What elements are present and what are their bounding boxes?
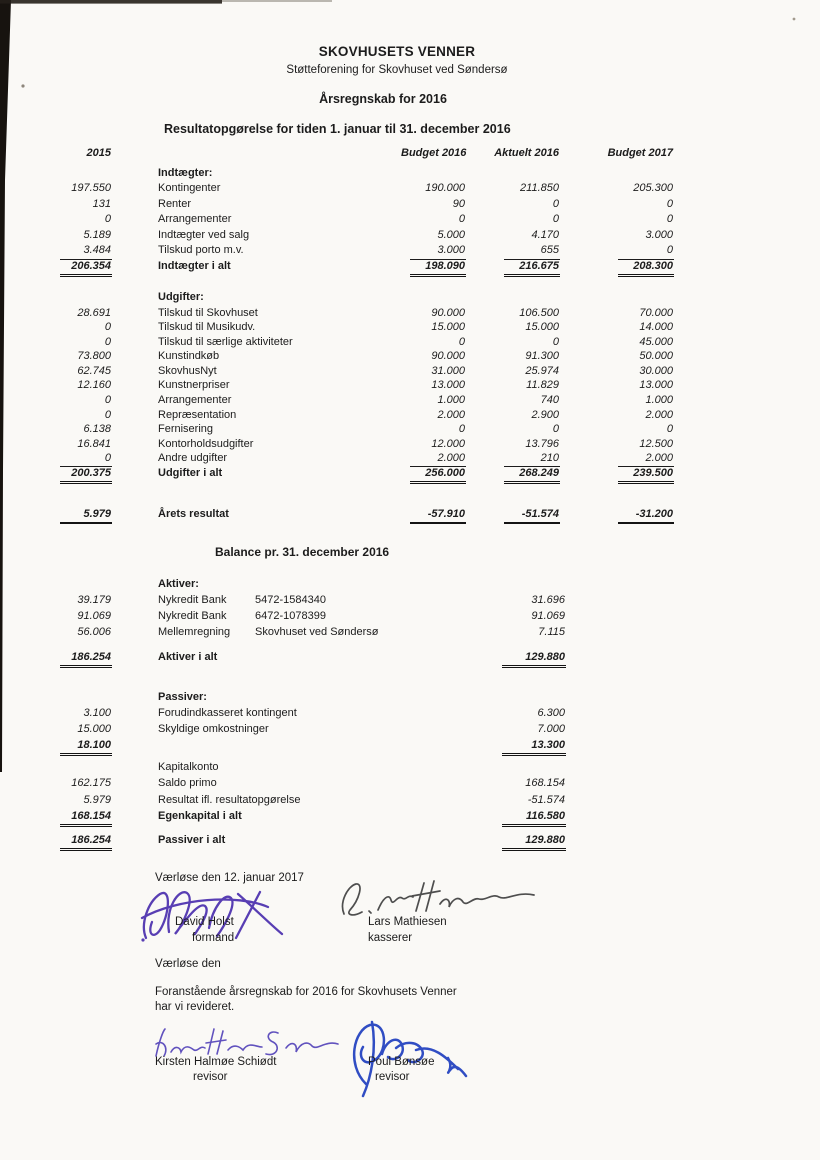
section-header-row (0, 576, 566, 592)
cell-2015: 3.484 (0, 243, 112, 260)
cell-budget-2017: 0 (666, 213, 673, 225)
table-row (0, 364, 680, 379)
cell-2015: 197.550 (71, 182, 111, 194)
cell-value: 13.300 (400, 737, 566, 756)
signer-role: kasserer (368, 932, 413, 944)
cell-value: -51.574 (527, 793, 565, 806)
auditor-role: revisor (193, 1071, 228, 1083)
row-label: Fernisering (158, 423, 214, 436)
cell-value: 7.115 (538, 626, 565, 639)
row-label: Resultat ifl. resultatopgørelse (158, 793, 301, 806)
section-header-row (0, 689, 566, 705)
statement-title: Resultatopgørelse for tiden 1. januar til 31. december 2016 (164, 122, 511, 136)
cell-2015: 0 (0, 451, 112, 467)
org-subtitle: Støtteforening for Skovhuset ved Søndersø (286, 64, 508, 76)
cell-aktuelt-2016: 4.170 (531, 228, 559, 241)
cell-aktuelt-2016: 11.829 (526, 379, 559, 392)
cell-budget-2017: 30.000 (639, 364, 673, 377)
table-row (0, 306, 680, 321)
row-label: Aktiver i alt (158, 650, 218, 663)
cell-2015: 0 (104, 321, 111, 334)
table-row (0, 451, 680, 466)
cell-budget-2016: 90.000 (431, 306, 465, 319)
cell-value: 168.154 (525, 777, 565, 790)
cell-value: 129.880 (400, 649, 566, 668)
cell-budget-2016: 3.000 (400, 243, 466, 260)
cell-budget-2017: 208.300 (560, 259, 674, 278)
table-row (0, 228, 680, 244)
cell-budget-2016: -57.910 (400, 507, 466, 525)
cell-budget-2016: 190.000 (425, 182, 465, 194)
cell-budget-2016: 90 (452, 197, 465, 210)
signer-name: David Holst (175, 916, 234, 928)
cell-budget-2016: 0 (458, 335, 465, 348)
cell-aktuelt-2016: 210 (466, 451, 560, 467)
cell-budget-2017: 239.500 (560, 466, 674, 484)
cell-budget-2017: 3.000 (645, 228, 673, 241)
report-title: Årsregnskab for 2016 (319, 92, 447, 106)
liability-rows (0, 705, 566, 737)
expenses-section-label: Udgifter: (158, 291, 204, 303)
cell-value: 116.580 (400, 808, 566, 827)
asset-rows (0, 592, 566, 641)
audit-note: har vi revideret. (155, 1001, 235, 1013)
cell-2015: 168.154 (0, 808, 112, 827)
row-label: Indtægter i alt (158, 259, 231, 272)
cell-2015: 5.189 (83, 228, 111, 241)
assets-section-label: Aktiver: (158, 578, 199, 590)
signer-name: Lars Mathiesen (368, 916, 447, 928)
cell-value: 129.880 (400, 832, 566, 851)
cell-value: 91.069 (531, 610, 565, 623)
spacer-cell (112, 146, 400, 162)
cell-aktuelt-2016: 0 (552, 213, 559, 225)
liabilities-subtotal-row (0, 737, 566, 753)
row-label: Nykredit Bank (158, 594, 227, 606)
cell-aktuelt-2016: 13.796 (525, 437, 559, 450)
cell-budget-2016: 12.000 (431, 437, 465, 450)
table-row (0, 378, 680, 393)
liabilities-total-row (0, 832, 566, 848)
cell-2015: 162.175 (71, 777, 111, 790)
cell-2015: 16.841 (77, 437, 111, 450)
cell-budget-2017: 0 (666, 197, 673, 210)
table-row (0, 624, 566, 640)
capital-rows (0, 775, 566, 807)
cell-budget-2017: 2.000 (560, 451, 674, 467)
cell-budget-2016: 256.000 (400, 466, 466, 484)
account-detail: 5472-1584340 (255, 594, 326, 606)
table-row (0, 197, 680, 213)
liabilities-section-label: Passiver: (158, 690, 207, 703)
equity-total-row (0, 808, 566, 824)
cell-2015: 28.691 (77, 306, 111, 319)
cell-budget-2016: 2.000 (437, 408, 465, 421)
cell-2015: 0 (104, 213, 111, 225)
cell-aktuelt-2016: -51.574 (466, 507, 560, 525)
row-label: Kontingenter (158, 182, 221, 194)
capital-account-label: Kapitalkonto (158, 761, 219, 774)
cell-budget-2016: 2.000 (400, 451, 466, 467)
row-label: Nykredit Bank (158, 610, 227, 623)
table-row (0, 320, 680, 335)
table-row (0, 721, 566, 737)
cell-2015: 15.000 (77, 722, 111, 735)
cell-aktuelt-2016: 0 (552, 335, 559, 348)
cell-budget-2017: 13.000 (639, 379, 673, 392)
column-header-aktuelt-2016: Aktuelt 2016 (494, 147, 559, 159)
row-label: Egenkapital i alt (158, 809, 242, 822)
cell-budget-2016: 90.000 (431, 350, 465, 363)
cell-budget-2016: 15.000 (431, 321, 465, 334)
document-header (0, 44, 794, 76)
table-row (0, 349, 680, 364)
row-label: Kontorholdsudgifter (158, 437, 254, 450)
table-row (0, 212, 680, 228)
capital-account-row (0, 759, 566, 775)
row-label: Arrangementer (158, 394, 232, 407)
row-label: SkovhusNyt (158, 364, 217, 377)
signature-revisor-2 (336, 1012, 471, 1098)
row-label: Tilskud til Skovhuset (158, 306, 258, 319)
table-row (0, 437, 680, 452)
cell-2015: 39.179 (77, 594, 111, 606)
cell-aktuelt-2016: 268.249 (466, 466, 560, 484)
cell-budget-2016: 198.090 (400, 259, 466, 278)
account-detail: 6472-1078399 (255, 610, 326, 623)
income-rows (0, 181, 680, 259)
row-label: Skyldige omkostninger (158, 722, 269, 735)
annual-result-row (0, 507, 680, 523)
table-row (0, 181, 680, 197)
cell-2015: 73.800 (77, 350, 111, 363)
cell-2015: 131 (92, 197, 111, 210)
cell-2015: 186.254 (0, 832, 112, 851)
cell-aktuelt-2016: 0 (552, 197, 559, 210)
cell-2015: 5.979 (0, 507, 112, 525)
expenses-total-row (0, 466, 680, 481)
cell-budget-2016: 1.000 (437, 394, 465, 407)
cell-budget-2016: 13.000 (431, 379, 465, 392)
audit-note: Foranstående årsregnskab for 2016 for Skovhusets Venner (155, 986, 457, 998)
cell-2015: 5.979 (83, 793, 111, 806)
cell-budget-2017: 0 (666, 423, 673, 436)
cell-budget-2016: 0 (458, 213, 465, 225)
cell-budget-2016: 0 (458, 423, 465, 436)
assets-total-row (0, 649, 566, 665)
table-row (0, 592, 566, 608)
signer-role: formand (192, 932, 235, 944)
row-label: Arrangementer (158, 213, 232, 225)
cell-aktuelt-2016: 15.000 (525, 321, 559, 334)
place-date-line: Værløse den 12. januar 2017 (155, 872, 304, 884)
cell-aktuelt-2016: 655 (466, 243, 560, 260)
column-header-budget-2017: Budget 2017 (607, 147, 673, 159)
cell-aktuelt-2016: 0 (552, 423, 559, 436)
cell-2015: 186.254 (0, 649, 112, 668)
section-header-row (0, 166, 680, 182)
auditor-role: revisor (375, 1071, 410, 1083)
cell-budget-2017: 14.000 (639, 321, 673, 334)
section-header-row (0, 290, 680, 306)
cell-value: 6.300 (537, 706, 565, 719)
cell-2015: 6.138 (83, 423, 111, 436)
cell-budget-2016: 31.000 (431, 364, 465, 377)
cell-2015: 56.006 (77, 626, 111, 639)
column-header-2015: 2015 (86, 147, 111, 159)
table-row (0, 422, 680, 437)
cell-2015: 0 (104, 408, 111, 421)
row-label: Saldo primo (158, 777, 217, 790)
auditor-name: Poul Bønsøe (368, 1056, 435, 1068)
cell-budget-2017: -31.200 (560, 507, 674, 525)
table-row (0, 335, 680, 350)
column-header-row (0, 146, 680, 162)
cell-budget-2017: 12.500 (639, 437, 673, 450)
table-row (0, 243, 680, 259)
cell-2015: 3.100 (83, 706, 111, 719)
cell-aktuelt-2016: 740 (540, 394, 559, 407)
cell-aktuelt-2016: 216.675 (466, 259, 560, 278)
cell-2015: 18.100 (0, 737, 112, 756)
row-label: Tilskud til Musikudv. (158, 321, 256, 334)
cell-budget-2017: 45.000 (639, 335, 673, 348)
cell-2015: 206.354 (0, 259, 112, 278)
row-label: Forudindkasseret kontingent (158, 706, 297, 719)
cell-2015: 0 (104, 394, 111, 407)
cell-2015: 0 (104, 335, 111, 348)
row-label: Indtægter ved salg (158, 228, 250, 241)
table-row (0, 408, 680, 423)
cell-2015: 91.069 (77, 610, 111, 623)
cell-budget-2017: 50.000 (639, 350, 673, 363)
cell-2015: 62.745 (77, 364, 111, 377)
row-label: Repræsentation (158, 408, 237, 421)
row-label: Kunstnerpriser (158, 379, 230, 392)
cell-2015: 12.160 (77, 379, 111, 392)
expense-rows (0, 306, 680, 467)
cell-aktuelt-2016: 2.900 (531, 408, 559, 421)
row-label: Tilskud porto m.v. (158, 244, 244, 256)
row-label: Kunstindkøb (158, 350, 220, 363)
row-label: Mellemregning (158, 626, 231, 639)
cell-budget-2017: 2.000 (645, 408, 673, 421)
row-label: Udgifter i alt (158, 467, 223, 480)
cell-budget-2017: 205.300 (633, 182, 673, 194)
cell-aktuelt-2016: 25.974 (525, 364, 559, 377)
row-label: Årets resultat (158, 507, 229, 520)
cell-value: 7.000 (537, 722, 565, 735)
cell-aktuelt-2016: 91.300 (525, 350, 559, 363)
income-statement-table (0, 146, 680, 522)
cell-aktuelt-2016: 211.850 (520, 182, 559, 194)
table-row (0, 705, 566, 721)
cell-budget-2017: 70.000 (639, 306, 673, 319)
org-name: SKOVHUSETS VENNER (318, 44, 476, 59)
cell-budget-2017: 0 (560, 243, 674, 260)
row-label: Andre udgifter (158, 452, 228, 465)
cell-aktuelt-2016: 106.500 (519, 306, 559, 319)
column-header-budget-2016: Budget 2016 (401, 147, 467, 159)
cell-value: 31.696 (531, 594, 565, 606)
row-label: Tilskud til særlige aktiviteter (158, 335, 293, 348)
income-total-row (0, 259, 680, 275)
account-detail: Skovhuset ved Søndersø (255, 626, 379, 639)
table-row (0, 393, 680, 408)
auditor-name: Kirsten Halmøe Schiødt (155, 1056, 277, 1068)
table-row (0, 608, 566, 624)
balance-table (0, 576, 566, 848)
row-label: Passiver i alt (158, 833, 226, 846)
cell-budget-2016: 5.000 (437, 228, 465, 241)
balance-title: Balance pr. 31. december 2016 (215, 545, 390, 559)
table-row (0, 775, 566, 791)
cell-2015: 200.375 (0, 466, 112, 484)
place-date-line: Værløse den (155, 958, 221, 970)
row-label: Renter (158, 197, 192, 210)
table-row (0, 792, 566, 808)
cell-budget-2017: 1.000 (645, 394, 673, 407)
income-section-label: Indtægter: (158, 166, 213, 179)
